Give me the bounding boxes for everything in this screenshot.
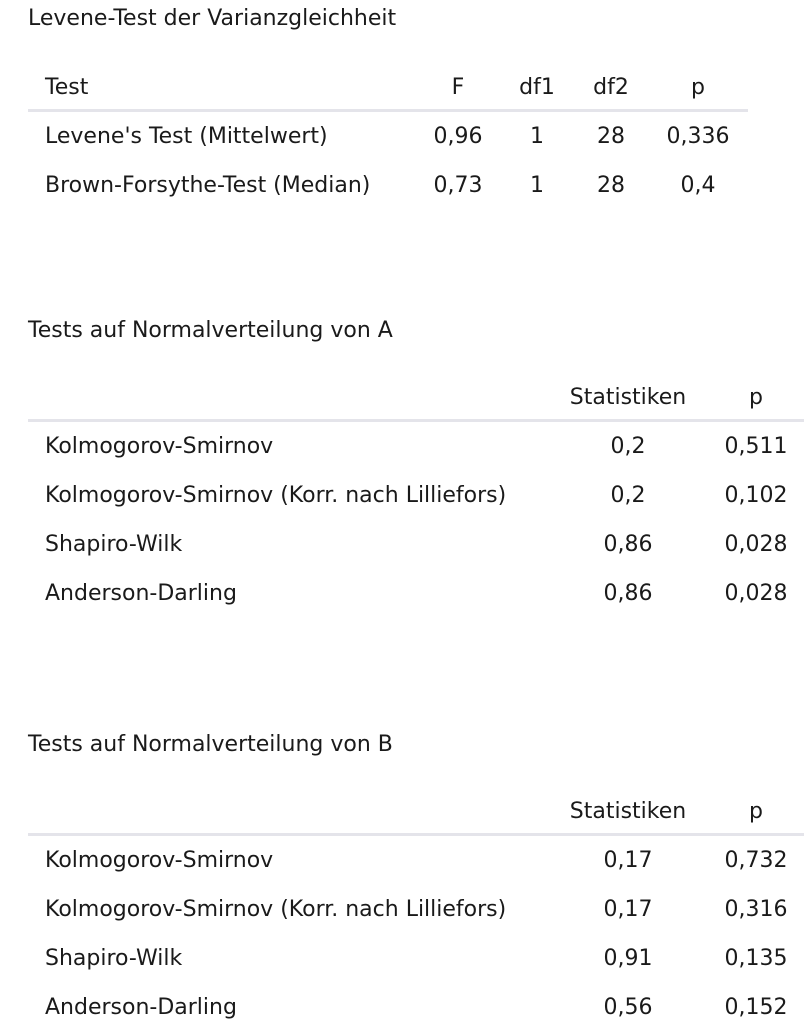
- statistic-value: 0,56: [603, 994, 653, 1020]
- p-value: 0,028: [724, 580, 788, 606]
- normality-a-header-test: [28, 372, 548, 420]
- test-name: Brown-Forsythe-Test (Median): [45, 172, 371, 198]
- df1-value: 1: [530, 123, 544, 149]
- statistic-value: 0,17: [603, 847, 653, 873]
- levene-header-test: Test: [28, 62, 416, 110]
- p-value: 0,152: [724, 994, 788, 1020]
- normality-b-header-statistic: Statistiken: [548, 786, 708, 834]
- p-value: 0,135: [724, 945, 788, 971]
- normality-a-header-row: [28, 372, 804, 420]
- levene-header-row: [28, 62, 748, 110]
- normality-a-header-p: p: [708, 372, 804, 420]
- p-value: 0,4: [680, 172, 716, 198]
- test-name: Shapiro-Wilk: [45, 945, 183, 971]
- statistic-value: 0,2: [610, 433, 646, 459]
- statistic-value: 0,2: [610, 482, 646, 508]
- f-value: 0,96: [433, 123, 483, 149]
- statistic-value: 0,86: [603, 580, 653, 606]
- levene-header-df2: df2: [574, 62, 648, 110]
- table-row: [28, 885, 804, 934]
- levene-header-df1: df1: [500, 62, 574, 110]
- df1-value: 1: [530, 172, 544, 198]
- test-name: Anderson-Darling: [45, 580, 237, 606]
- p-value: 0,102: [724, 482, 788, 508]
- table-row: [28, 520, 804, 569]
- test-name: Shapiro-Wilk: [45, 531, 183, 557]
- p-value: 0,511: [724, 433, 788, 459]
- f-value: 0,73: [433, 172, 483, 198]
- levene-title: Levene-Test der Varianzgleichheit: [28, 6, 397, 31]
- table-row: [28, 471, 804, 520]
- table-row: [28, 420, 804, 471]
- normality-a-header-statistic: Statistiken: [548, 372, 708, 420]
- statistic-value: 0,17: [603, 896, 653, 922]
- test-name: Kolmogorov-Smirnov: [45, 847, 274, 873]
- normality-b-title: Tests auf Normalverteilung von B: [28, 732, 393, 757]
- table-row: [28, 983, 804, 1032]
- p-value: 0,732: [724, 847, 788, 873]
- normality-a-table: [28, 372, 804, 618]
- test-name: Kolmogorov-Smirnov (Korr. nach Lilliefors): [45, 896, 507, 922]
- df2-value: 28: [597, 123, 625, 149]
- levene-header-p: p: [648, 62, 748, 110]
- normality-b-header-test: [28, 786, 548, 834]
- table-row: [28, 110, 748, 161]
- p-value: 0,316: [724, 896, 788, 922]
- levene-table: [28, 62, 748, 210]
- normality-a-title: Tests auf Normalverteilung von A: [28, 318, 393, 343]
- table-row: [28, 934, 804, 983]
- test-name: Kolmogorov-Smirnov: [45, 433, 274, 459]
- normality-b-header-row: [28, 786, 804, 834]
- normality-b-header-p: p: [708, 786, 804, 834]
- p-value: 0,336: [666, 123, 730, 149]
- test-name: Levene's Test (Mittelwert): [45, 123, 328, 149]
- normality-b-table: [28, 786, 804, 1032]
- df2-value: 28: [597, 172, 625, 198]
- table-row: [28, 569, 804, 618]
- statistic-value: 0,91: [603, 945, 653, 971]
- table-row: [28, 834, 804, 885]
- table-row: [28, 161, 748, 210]
- statistic-value: 0,86: [603, 531, 653, 557]
- test-name: Kolmogorov-Smirnov (Korr. nach Lilliefors): [45, 482, 507, 508]
- p-value: 0,028: [724, 531, 788, 557]
- levene-header-f: F: [416, 62, 500, 110]
- test-name: Anderson-Darling: [45, 994, 237, 1020]
